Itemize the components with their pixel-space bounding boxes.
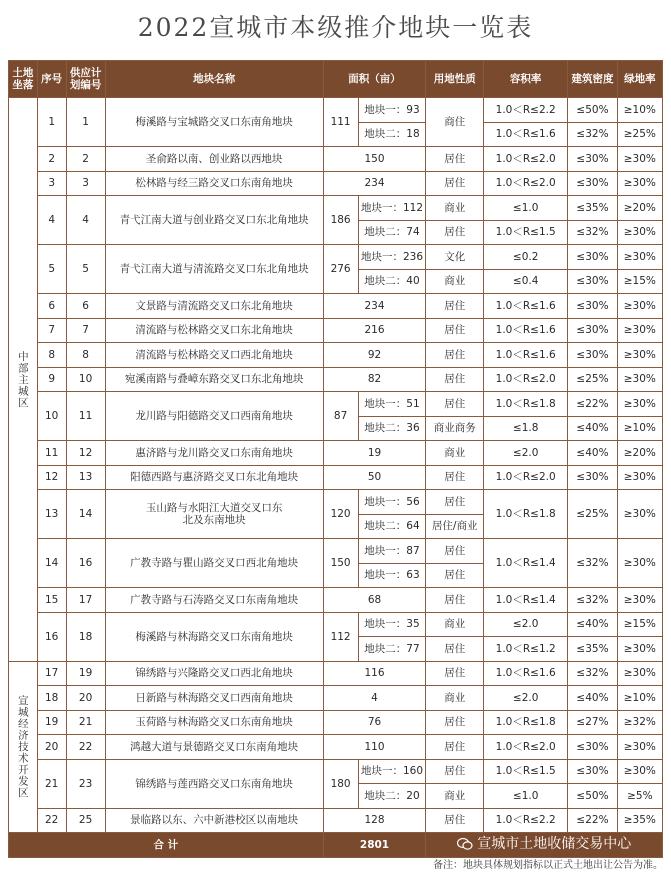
- density-cell: ≤32%: [568, 588, 617, 613]
- name-cell: 阳德西路与惠济路交叉口东北角地块: [105, 465, 323, 490]
- green-cell: ≥15%: [617, 269, 662, 294]
- green-cell: ≥30%: [617, 294, 662, 319]
- far-cell: 1.0＜R≤1.4: [484, 588, 568, 613]
- header-use: 用地性质: [426, 61, 484, 98]
- far-cell: 1.0＜R≤1.4: [484, 539, 568, 588]
- use-cell: 居住: [426, 539, 484, 564]
- green-cell: ≥30%: [617, 245, 662, 270]
- header-far: 容积率: [484, 61, 568, 98]
- table-header-row: [9, 61, 663, 98]
- supply-cell: 8: [66, 343, 105, 368]
- name-cell: 文景路与清流路交叉口东北角地块: [105, 294, 323, 319]
- green-cell: ≥30%: [617, 147, 662, 172]
- use-cell: 商业: [426, 441, 484, 466]
- area-cell: 112: [323, 612, 358, 661]
- far-cell: 1.0＜R≤2.2: [484, 808, 568, 833]
- density-cell: ≤40%: [568, 416, 617, 441]
- green-cell: ≥30%: [617, 735, 662, 760]
- seq-cell: 12: [37, 465, 66, 490]
- sub-parcel-cell: 地块二：64: [358, 514, 426, 539]
- use-cell: 居住: [426, 392, 484, 417]
- area-cell: 82: [323, 367, 426, 392]
- green-cell: ≥15%: [617, 612, 662, 637]
- table-row: [9, 759, 663, 784]
- green-cell: ≥30%: [617, 539, 662, 588]
- green-cell: ≥32%: [617, 710, 662, 735]
- use-cell: 商业: [426, 196, 484, 221]
- seq-cell: 7: [37, 318, 66, 343]
- far-cell: 1.0＜R≤2.0: [484, 171, 568, 196]
- seq-cell: 16: [37, 612, 66, 661]
- table-row: [9, 808, 663, 833]
- seq-cell: 9: [37, 367, 66, 392]
- sub-parcel-cell: 地块一：112: [358, 196, 426, 221]
- footnote: 备注：地块具体规划指标以正式土地出让公告为准。: [433, 860, 663, 871]
- table-row: [9, 147, 663, 172]
- seq-cell: 6: [37, 294, 66, 319]
- supply-cell: 10: [66, 367, 105, 392]
- table-row: [9, 392, 663, 417]
- seq-cell: 4: [37, 196, 66, 245]
- use-cell: 文化: [426, 245, 484, 270]
- region-cell: 中部主城区: [9, 98, 38, 662]
- supply-cell: 14: [66, 490, 105, 539]
- use-cell: 居住: [426, 343, 484, 368]
- header-region: 土地坐落: [9, 61, 38, 98]
- name-cell: 圣俞路以南、创业路以西地块: [105, 147, 323, 172]
- table-row: [9, 465, 663, 490]
- area-cell: 4: [323, 686, 426, 711]
- name-cell: 广教寺路与瞿山路交叉口西北角地块: [105, 539, 323, 588]
- page-title: 2022宣城市本级推介地块一览表: [137, 13, 534, 42]
- green-cell: ≥30%: [617, 392, 662, 417]
- far-cell: 1.0＜R≤1.6: [484, 343, 568, 368]
- sub-parcel-cell: 地块一：87: [358, 539, 426, 564]
- supply-cell: 13: [66, 465, 105, 490]
- density-cell: ≤30%: [568, 294, 617, 319]
- name-cell: 青弋江南大道与创业路交叉口东北角地块: [105, 196, 323, 245]
- use-cell: 居住: [426, 710, 484, 735]
- header-density: 建筑密度: [568, 61, 617, 98]
- green-cell: ≥20%: [617, 441, 662, 466]
- use-cell: 居住: [426, 637, 484, 662]
- use-cell: 商住: [426, 98, 484, 147]
- density-cell: ≤27%: [568, 710, 617, 735]
- name-cell: 梅溪路与林海路交叉口东南角地块: [105, 612, 323, 661]
- name-cell: 广教寺路与石涛路交叉口东南角地块: [105, 588, 323, 613]
- name-cell: 惠济路与龙川路交叉口东南角地块: [105, 441, 323, 466]
- use-cell: 居住: [426, 367, 484, 392]
- use-cell: 居住: [426, 808, 484, 833]
- name-cell: 清流路与松林路交叉口西北角地块: [105, 343, 323, 368]
- area-cell: 19: [323, 441, 426, 466]
- density-cell: ≤50%: [568, 784, 617, 809]
- header-area: 面积（亩）: [323, 61, 426, 98]
- use-cell: 商业商务: [426, 416, 484, 441]
- name-cell: 锦绣路与兴隆路交叉口西北角地块: [105, 661, 323, 686]
- density-cell: ≤40%: [568, 686, 617, 711]
- supply-cell: 5: [66, 245, 105, 294]
- sub-parcel-cell: 地块一：160: [358, 759, 426, 784]
- far-cell: 1.0＜R≤1.5: [484, 759, 568, 784]
- seq-cell: 13: [37, 490, 66, 539]
- header-seq: 序号: [37, 61, 66, 98]
- density-cell: ≤22%: [568, 392, 617, 417]
- table-row: [9, 661, 663, 686]
- far-cell: 1.0＜R≤1.6: [484, 122, 568, 147]
- area-cell: 76: [323, 710, 426, 735]
- use-cell: 商业: [426, 612, 484, 637]
- total-label: 合 计: [9, 833, 324, 858]
- seq-cell: 2: [37, 147, 66, 172]
- supply-cell: 17: [66, 588, 105, 613]
- supply-cell: 23: [66, 759, 105, 808]
- total-row: [9, 833, 663, 858]
- table-row: [9, 171, 663, 196]
- name-cell: 玉荷路与林海路交叉口东南角地块: [105, 710, 323, 735]
- seq-cell: 19: [37, 710, 66, 735]
- density-cell: ≤32%: [568, 539, 617, 588]
- use-cell: 居住: [426, 318, 484, 343]
- green-cell: ≥5%: [617, 784, 662, 809]
- table-row: [9, 686, 663, 711]
- area-cell: 234: [323, 171, 426, 196]
- green-cell: ≥30%: [617, 367, 662, 392]
- table-row: [9, 196, 663, 221]
- supply-cell: 2: [66, 147, 105, 172]
- name-cell: 梅溪路与宝城路交叉口东南角地块: [105, 98, 323, 147]
- green-cell: ≥30%: [617, 661, 662, 686]
- far-cell: 1.0＜R≤1.8: [484, 490, 568, 539]
- supply-cell: 3: [66, 171, 105, 196]
- header-supply: 供应计划编号: [66, 61, 105, 98]
- sub-parcel-cell: 地块二：20: [358, 784, 426, 809]
- green-cell: ≥10%: [617, 686, 662, 711]
- use-cell: 居住: [426, 661, 484, 686]
- far-cell: 1.0＜R≤1.5: [484, 220, 568, 245]
- far-cell: 1.0＜R≤2.0: [484, 465, 568, 490]
- supply-cell: 19: [66, 661, 105, 686]
- name-cell: 鸿越大道与景德路交叉口东南角地块: [105, 735, 323, 760]
- far-cell: 1.0＜R≤2.0: [484, 147, 568, 172]
- use-cell: 商业: [426, 784, 484, 809]
- supply-cell: 25: [66, 808, 105, 833]
- use-cell: 居住: [426, 220, 484, 245]
- supply-cell: 7: [66, 318, 105, 343]
- seq-cell: 22: [37, 808, 66, 833]
- green-cell: ≥25%: [617, 122, 662, 147]
- green-cell: ≥30%: [617, 465, 662, 490]
- area-cell: 150: [323, 147, 426, 172]
- supply-cell: 6: [66, 294, 105, 319]
- use-cell: 商业: [426, 269, 484, 294]
- density-cell: ≤30%: [568, 245, 617, 270]
- wechat-icon: [457, 837, 473, 851]
- far-cell: ≤0.2: [484, 245, 568, 270]
- far-cell: 1.0＜R≤1.6: [484, 318, 568, 343]
- supply-cell: 21: [66, 710, 105, 735]
- use-cell: 居住/商业: [426, 514, 484, 539]
- table-row: [9, 539, 663, 564]
- area-cell: 116: [323, 661, 426, 686]
- green-cell: ≥30%: [617, 637, 662, 662]
- density-cell: ≤35%: [568, 637, 617, 662]
- table-row: [9, 98, 663, 123]
- density-cell: ≤50%: [568, 98, 617, 123]
- use-cell: 居住: [426, 171, 484, 196]
- far-cell: ≤1.0: [484, 196, 568, 221]
- green-cell: ≥30%: [617, 588, 662, 613]
- green-cell: ≥20%: [617, 196, 662, 221]
- density-cell: ≤30%: [568, 147, 617, 172]
- seq-cell: 18: [37, 686, 66, 711]
- table-row: [9, 245, 663, 270]
- table-row: [9, 612, 663, 637]
- green-cell: ≥35%: [617, 808, 662, 833]
- name-cell: 龙川路与阳德路交叉口西南角地块: [105, 392, 323, 441]
- area-cell: 110: [323, 735, 426, 760]
- area-cell: 234: [323, 294, 426, 319]
- seq-cell: 21: [37, 759, 66, 808]
- seq-cell: 20: [37, 735, 66, 760]
- green-cell: ≥30%: [617, 490, 662, 539]
- sub-parcel-cell: 地块一：51: [358, 392, 426, 417]
- far-cell: 1.0＜R≤1.8: [484, 392, 568, 417]
- use-cell: 居住: [426, 294, 484, 319]
- seq-cell: 8: [37, 343, 66, 368]
- green-cell: ≥10%: [617, 98, 662, 123]
- seq-cell: 3: [37, 171, 66, 196]
- area-cell: 276: [323, 245, 358, 294]
- density-cell: ≤30%: [568, 759, 617, 784]
- density-cell: ≤40%: [568, 441, 617, 466]
- density-cell: ≤25%: [568, 490, 617, 539]
- far-cell: ≤2.0: [484, 686, 568, 711]
- area-cell: 150: [323, 539, 358, 588]
- name-cell: 锦绣路与莲西路交叉口东南角地块: [105, 759, 323, 808]
- supply-cell: 22: [66, 735, 105, 760]
- far-cell: 1.0＜R≤2.0: [484, 735, 568, 760]
- table-row: [9, 367, 663, 392]
- sub-parcel-cell: 地块一：93: [358, 98, 426, 123]
- density-cell: ≤35%: [568, 196, 617, 221]
- density-cell: ≤30%: [568, 343, 617, 368]
- table-row: [9, 441, 663, 466]
- green-cell: ≥30%: [617, 171, 662, 196]
- green-cell: ≥30%: [617, 220, 662, 245]
- seq-cell: 15: [37, 588, 66, 613]
- sub-parcel-cell: 地块二：77: [358, 637, 426, 662]
- density-cell: ≤22%: [568, 808, 617, 833]
- area-cell: 128: [323, 808, 426, 833]
- sub-parcel-cell: 地块二：36: [358, 416, 426, 441]
- header-green: 绿地率: [617, 61, 662, 98]
- seq-cell: 5: [37, 245, 66, 294]
- area-cell: 92: [323, 343, 426, 368]
- green-cell: ≥30%: [617, 318, 662, 343]
- table-row: [9, 490, 663, 515]
- density-cell: ≤30%: [568, 735, 617, 760]
- far-cell: ≤2.0: [484, 612, 568, 637]
- green-cell: ≥30%: [617, 759, 662, 784]
- table-body: [9, 98, 663, 833]
- density-cell: ≤30%: [568, 269, 617, 294]
- name-cell: 松林路与经三路交叉口东南角地块: [105, 171, 323, 196]
- area-cell: 87: [323, 392, 358, 441]
- supply-cell: 18: [66, 612, 105, 661]
- area-cell: 216: [323, 318, 426, 343]
- far-cell: 1.0＜R≤1.8: [484, 710, 568, 735]
- density-cell: ≤32%: [568, 661, 617, 686]
- supply-cell: 11: [66, 392, 105, 441]
- sub-parcel-cell: 地块一：35: [358, 612, 426, 637]
- far-cell: 1.0＜R≤1.6: [484, 661, 568, 686]
- far-cell: 1.0＜R≤2.0: [484, 367, 568, 392]
- area-cell: 180: [323, 759, 358, 808]
- name-cell: 青弋江南大道与清流路交叉口东北角地块: [105, 245, 323, 294]
- table-row: [9, 710, 663, 735]
- supply-cell: 20: [66, 686, 105, 711]
- use-cell: 商业: [426, 686, 484, 711]
- sub-parcel-cell: 地块二：40: [358, 269, 426, 294]
- sub-parcel-cell: 地块一：63: [358, 563, 426, 588]
- use-cell: 居住: [426, 465, 484, 490]
- far-cell: 1.0＜R≤2.2: [484, 98, 568, 123]
- area-cell: 186: [323, 196, 358, 245]
- seq-cell: 11: [37, 441, 66, 466]
- sub-parcel-cell: 地块二：18: [358, 122, 426, 147]
- far-cell: ≤1.0: [484, 784, 568, 809]
- far-cell: 1.0＜R≤1.6: [484, 294, 568, 319]
- far-cell: ≤0.4: [484, 269, 568, 294]
- density-cell: ≤25%: [568, 367, 617, 392]
- supply-cell: 12: [66, 441, 105, 466]
- name-cell: 清流路与松林路交叉口东北角地块: [105, 318, 323, 343]
- supply-cell: 4: [66, 196, 105, 245]
- header-name: 地块名称: [105, 61, 323, 98]
- seq-cell: 10: [37, 392, 66, 441]
- region-cell: 宣城经济技术开发区: [9, 661, 38, 833]
- far-cell: ≤1.8: [484, 416, 568, 441]
- table-row: [9, 318, 663, 343]
- seq-cell: 1: [37, 98, 66, 147]
- seq-cell: 14: [37, 539, 66, 588]
- density-cell: ≤30%: [568, 171, 617, 196]
- far-cell: 1.0＜R≤1.2: [484, 637, 568, 662]
- density-cell: ≤30%: [568, 318, 617, 343]
- use-cell: 居住: [426, 588, 484, 613]
- area-cell: 50: [323, 465, 426, 490]
- land-table: [8, 60, 663, 858]
- density-cell: ≤32%: [568, 220, 617, 245]
- table-row: [9, 294, 663, 319]
- table-row: [9, 735, 663, 760]
- table-row: [9, 343, 663, 368]
- table-row: [9, 588, 663, 613]
- density-cell: ≤32%: [568, 122, 617, 147]
- watermark-text: 宣城市土地收储交易中心: [477, 835, 632, 852]
- green-cell: ≥30%: [617, 343, 662, 368]
- area-cell: 111: [323, 98, 358, 147]
- green-cell: ≥10%: [617, 416, 662, 441]
- name-cell: 宛溪南路与叠嶂东路交叉口东北角地块: [105, 367, 323, 392]
- density-cell: ≤30%: [568, 465, 617, 490]
- supply-cell: 1: [66, 98, 105, 147]
- sub-parcel-cell: 地块一：236: [358, 245, 426, 270]
- use-cell: 居住: [426, 490, 484, 515]
- use-cell: 居住: [426, 735, 484, 760]
- use-cell: 居住: [426, 147, 484, 172]
- watermark: [426, 833, 663, 858]
- area-cell: 120: [323, 490, 358, 539]
- name-cell: 玉山路与水阳江大道交叉口东北及东南地块: [105, 490, 323, 539]
- name-cell: 景临路以东、六中新港校区以南地块: [105, 808, 323, 833]
- use-cell: 居住: [426, 563, 484, 588]
- use-cell: 居住: [426, 759, 484, 784]
- far-cell: ≤2.0: [484, 441, 568, 466]
- supply-cell: 16: [66, 539, 105, 588]
- seq-cell: 17: [37, 661, 66, 686]
- area-cell: 68: [323, 588, 426, 613]
- total-area: 2801: [323, 833, 426, 858]
- sub-parcel-cell: 地块二：74: [358, 220, 426, 245]
- density-cell: ≤40%: [568, 612, 617, 637]
- sub-parcel-cell: 地块一：56: [358, 490, 426, 515]
- name-cell: 日新路与林海路交叉口西南角地块: [105, 686, 323, 711]
